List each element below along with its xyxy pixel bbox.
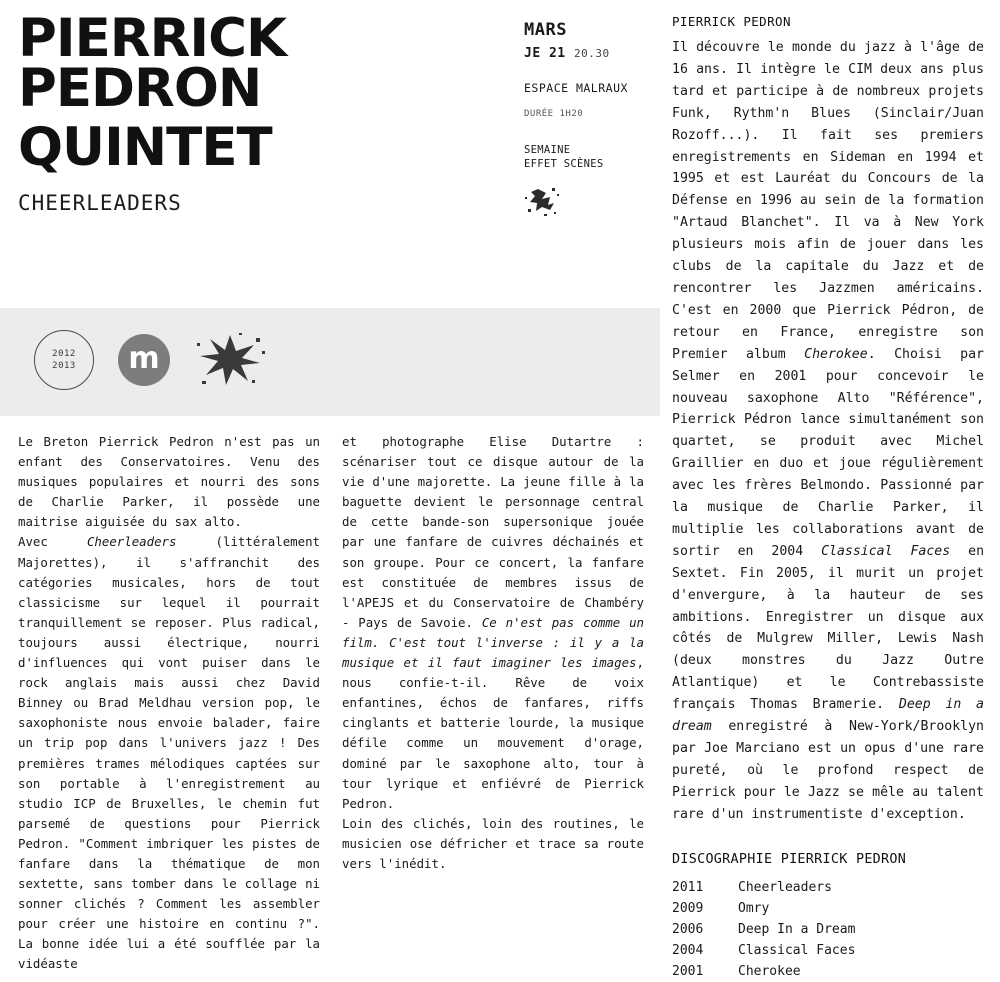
discography-year: 2011 — [672, 879, 704, 895]
body-col1-paragraph2 — [18, 532, 320, 974]
discography-heading: DISCOGRAPHIE PIERRICK PEDRON — [672, 851, 907, 867]
event-month: MARS — [524, 20, 567, 40]
season-year-top: 2012 — [52, 348, 76, 359]
body-col1-paragraph1: Le Breton Pierrick Pedron n'est pas un enfant des Conservatoires. Venu des musiques populaires et nourri des sons de Charlie Parker, il possède une maitrise aiguisée du sax alto. — [18, 434, 320, 530]
logo-row — [34, 330, 268, 390]
album-subtitle: CHEERLEADERS — [18, 191, 182, 216]
event-day — [524, 46, 654, 61]
discography-list — [672, 877, 984, 982]
list-item — [672, 961, 984, 982]
bio-album-cherokee: Cherokee — [804, 346, 868, 362]
event-season-line2: EFFET SCÈNES — [524, 158, 604, 171]
event-day-label: JE 21 — [524, 46, 566, 61]
event-venue: ESPACE MALRAUX — [524, 81, 628, 95]
artist-name-line2: QUINTET — [18, 116, 272, 178]
body-col2-paragraph2: Loin des clichés, loin des routines, le musicien ose défricher et trace sa route vers l'inédit. — [342, 815, 644, 871]
list-item — [672, 919, 984, 940]
bio-heading: PIERRICK PEDRON — [672, 14, 791, 29]
discography-album: Classical Faces — [738, 942, 856, 958]
season-badge — [34, 330, 94, 390]
discography-album: Cheerleaders — [738, 879, 832, 895]
bio-album-classical-faces: Classical Faces — [821, 543, 951, 559]
right-pane — [672, 14, 984, 982]
list-item — [672, 898, 984, 919]
star-splatter-logo — [194, 331, 268, 389]
event-meta-block — [524, 20, 654, 219]
bio-text-part2: . Choisi par Selmer en 2001 pour concevoir le nouveau saxophone Alto "Référence", Pierrick Pédron lance simultanément son quartet, se produit avec Michel Graillier en duo et joue régulièrement avec les frères Belmondo. Passionné par la musique de Charlie Parker, il multiplie les collaborations avant de sortir en 2004 — [672, 346, 984, 559]
list-item — [672, 940, 984, 961]
m-logo-glyph: m — [128, 341, 160, 376]
logo-band — [0, 308, 660, 416]
body-col2-paragraph1 — [342, 432, 644, 814]
discography-album: Omry — [738, 900, 770, 916]
event-duration: DURÉE 1H20 — [524, 109, 584, 119]
body-column-2 — [342, 432, 644, 975]
discography-year: 2006 — [672, 921, 704, 937]
discography-year: 2004 — [672, 942, 704, 958]
bio-text-part4: enregistré à New-York/Brooklyn par Joe Marciano est un opus d'une rare pureté, où le profond respect de Pierrick pour le Jazz se mêle au talent rare d'un instrumentiste d'exception. — [672, 719, 984, 822]
event-hour: 20.30 — [573, 47, 610, 60]
body-columns — [18, 432, 644, 975]
body-col1-p2-lead: Avec — [18, 534, 87, 550]
body-col2-p2-text: , nous confie-t-il. Rêve de voix enfantines, échos de fanfares, riffs cinglants et batterie lourde, la musique défile comme un mouvement d'orage, dominé par le saxophone alto, tour à tour lyrique et enfiévré de Pierrick Pedron. — [342, 655, 644, 811]
artist-name-line1: PIERRICK PEDRON — [18, 8, 287, 120]
body-column-1 — [18, 432, 320, 975]
bio-text-part1: Il découvre le monde du jazz à l'âge de 16 ans. Il intègre le CIM deux ans plus tard et participe à de nombreux projets Funk, Rythm'n Blues (Sinclair/Juan Rozoff...). Il fait ses premiers enregistrements en Sideman en 1994 et 1995 et est Lauréat du Concours de la Défense en 1996 au sein de la formation "Artaud Blanchet". Il va à New York plusieurs mois afin de jouer dans les clubs de la capitale du Jazz et de rencontrer les Jazzmen américains. C'est en 2000 que Pierrick Pédron, de retour en France, enregistre son Premier album — [672, 40, 984, 362]
body-col1-p2-rest: (littéralement Majorettes), il s'affranchit des catégories musicales, hors de tout classicisme sur lequel il pourrait tranquillement se reposer. Plus radical, toujours aussi électrique, nourri d'influences qui vont puiser dans le rock anglais mais aussi chez David Binney ou Brad Meldhau version pop, le saxophoniste nous envoie balader, faire un trip pop dans l'univers jazz ! Des premières trames mélodiques captées sur son portable à l'enregistrement au studio ICP de Bruxelles, le chemin fut parsemé de questions pour Pierrick Pedron. "Comment imbriquer les pistes de fanfare dans la thématique de mon sextette, sans tomber dans le collage ni sonner clichés ? Comment les assembler pour créer une histoire en continu ?". La bonne idée lui a été soufflée par la vidéaste — [18, 534, 320, 972]
splatter-mark-icon — [524, 183, 564, 219]
body-col2-quote-emphasis: Ce n'est pas comme un film. C'est tout l'inverse : il y a la musique et il faut imaginer les images — [342, 614, 644, 671]
discography-album: Deep In a Dream — [738, 921, 856, 937]
malraux-m-logo — [118, 334, 170, 386]
bio-text — [672, 37, 984, 826]
bio-album-deep-in-a-dream: Deep in a dream — [672, 697, 984, 735]
list-item — [672, 877, 984, 898]
title-block — [18, 8, 518, 216]
discography-album: Cherokee — [738, 963, 801, 979]
body-col2-p1-text: et photographe Elise Dutartre : scénariser tout ce disque autour de la vie d'une majorette. La jeune fille à la baguette devient le personnage central de cette bande-son supersonique jouée par une fanfare de cuivres déchainés et son groupe. Pour ce concert, la fanfare est constituée de membres issus de l'APEJS et du Conservatoire de Chambéry - Pays de Savoie. — [342, 434, 644, 630]
discography-year: 2009 — [672, 900, 704, 916]
bio-text-part3: en Sextet. Fin 2005, il murit un projet d'envergure, à la hauteur de ses ambitions. Enregistrer un disque aux côtés de Mulgrew Miller, Lewis Nash (deux monstres du Jazz Outre Atlantique) et le Contrebassiste français Thomas Bramerie. — [672, 543, 985, 713]
event-season-line1: SEMAINE — [524, 144, 571, 156]
season-year-bottom: 2013 — [52, 361, 76, 371]
body-col1-p2-emphasis: Cheerleaders — [86, 534, 177, 550]
event-season — [524, 143, 654, 171]
page-title — [18, 8, 518, 178]
discography-year: 2001 — [672, 963, 704, 979]
